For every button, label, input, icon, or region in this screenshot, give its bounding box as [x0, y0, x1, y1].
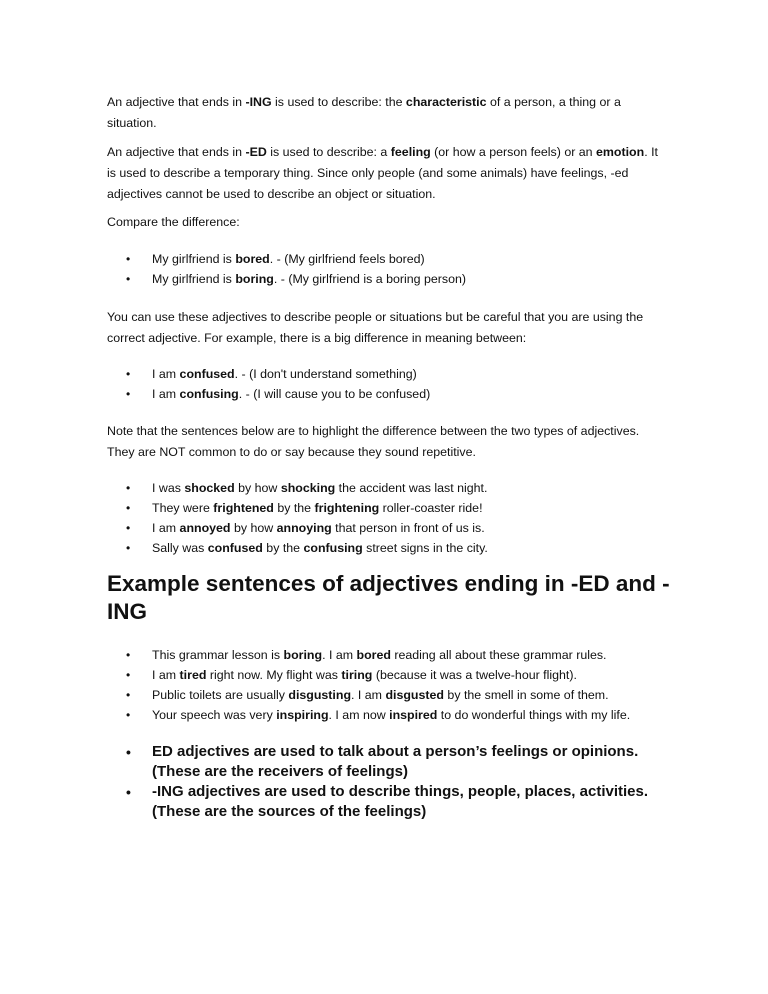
bold-term: boring	[235, 272, 274, 286]
text-run: by how	[230, 521, 277, 535]
paragraph-ed-definition	[107, 142, 667, 205]
list-summary-rules	[107, 742, 667, 822]
paragraph-compare	[107, 212, 667, 233]
list-item	[107, 364, 667, 384]
list-item	[107, 498, 667, 518]
bullet-icon: •	[126, 501, 131, 515]
list-item	[107, 538, 667, 558]
bold-term: -ED	[245, 145, 267, 159]
list-paired-examples	[107, 478, 667, 558]
bold-term: annoying	[276, 521, 332, 535]
text-run: roller-coaster ride!	[379, 501, 483, 515]
text-run: to do wonderful things with my life.	[437, 708, 631, 722]
bold-term: frightened	[213, 501, 274, 515]
text-run: Compare the difference:	[107, 215, 240, 229]
text-run: I am	[152, 668, 180, 682]
bold-term: confused	[207, 541, 263, 555]
bold-term: confusing	[303, 541, 363, 555]
bold-term: annoyed	[179, 521, 231, 535]
text-run: You can use these adjectives to describe people or situations but be careful that you are using the correct adjective. For example, there is a big difference in meaning between:	[107, 310, 644, 345]
text-run: by the	[262, 541, 304, 555]
text-run: An adjective that ends in	[107, 145, 246, 159]
text-run: This grammar lesson is	[152, 648, 284, 662]
bullet-icon: •	[126, 784, 131, 800]
text-run: by the	[273, 501, 315, 515]
bold-term: bored	[356, 648, 391, 662]
paragraph-usage-note	[107, 307, 667, 349]
text-run: Your speech was very	[152, 708, 277, 722]
text-run: My girlfriend is	[152, 252, 236, 266]
text-run: Sally was	[152, 541, 208, 555]
text-run: is used to describe: a	[266, 145, 391, 159]
bullet-icon: •	[126, 367, 131, 381]
text-run: Note that the sentences below are to highlight the difference between the two types of adjectives. They are NOT common to do or say because they sound repetitive.	[107, 424, 640, 459]
text-run: is used to describe: the	[271, 95, 406, 109]
bold-term: tired	[179, 668, 207, 682]
text-run: -ING adjectives are used to describe things, people, places, activities. (These are the sources of the feelings)	[152, 783, 649, 820]
bullet-icon: •	[126, 252, 131, 266]
text-run: They were	[152, 501, 214, 515]
bullet-icon: •	[126, 708, 131, 722]
text-run: by how	[234, 481, 281, 495]
text-run: An adjective that ends in	[107, 95, 246, 109]
text-run: Public toilets are usually	[152, 688, 289, 702]
bold-term: boring	[283, 648, 323, 662]
text-run: street signs in the city.	[362, 541, 488, 555]
bold-term: frightening	[314, 501, 380, 515]
bold-term: confused	[179, 367, 235, 381]
text-run: (or how a person feels) or an	[430, 145, 597, 159]
list-item	[107, 478, 667, 498]
bullet-icon: •	[126, 744, 131, 760]
bullet-icon: •	[126, 688, 131, 702]
list-item	[107, 249, 667, 269]
bold-term: disgusted	[385, 688, 444, 702]
text-run: . I am	[322, 648, 357, 662]
bold-term: emotion	[596, 145, 645, 159]
text-run: that person in front of us is.	[331, 521, 485, 535]
text-run: My girlfriend is	[152, 272, 236, 286]
bold-term: inspired	[389, 708, 438, 722]
text-run: . I am	[351, 688, 386, 702]
bullet-icon: •	[126, 648, 131, 662]
text-run: ED adjectives are used to talk about a person’s feelings or opinions. (These are the receivers of feelings)	[152, 743, 639, 780]
bullet-icon: •	[126, 668, 131, 682]
bold-term: tiring	[341, 668, 373, 682]
bold-term: confusing	[179, 387, 239, 401]
bold-term: characteristic	[405, 95, 487, 109]
list-item	[107, 384, 667, 404]
list-item	[107, 742, 667, 782]
bullet-icon: •	[126, 387, 131, 401]
bullet-icon: •	[126, 272, 131, 286]
text-run: . - (I don't understand something)	[234, 367, 417, 381]
list-item	[107, 645, 667, 665]
text-run: . It is used to describe a temporary thing. Since only people (and some animals) have feelings, -ed adjectives cannot be used to describe an object or situation.	[107, 145, 658, 201]
bold-term: shocking	[280, 481, 336, 495]
section-heading: Example sentences of adjectives ending in -ED and -ING	[107, 571, 670, 624]
paragraph-ing-definition	[107, 92, 667, 134]
list-bored-boring	[107, 249, 667, 289]
list-confused-confusing	[107, 364, 667, 404]
list-item	[107, 705, 667, 725]
text-run: . - (I will cause you to be confused)	[238, 387, 431, 401]
list-item	[107, 269, 667, 289]
text-run: right now. My flight was	[206, 668, 342, 682]
text-run: of a person, a thing or a situation.	[107, 95, 621, 130]
bold-term: inspiring	[276, 708, 329, 722]
list-item	[107, 665, 667, 685]
text-run: by the smell in some of them.	[443, 688, 609, 702]
bullet-icon: •	[126, 521, 131, 535]
bold-term: shocked	[184, 481, 235, 495]
text-run: the accident was last night.	[335, 481, 488, 495]
text-run: . - (My girlfriend feels bored)	[269, 252, 425, 266]
text-run: reading all about these grammar rules.	[390, 648, 607, 662]
list-item	[107, 518, 667, 538]
bullet-icon: •	[126, 481, 131, 495]
text-run: I am	[152, 521, 180, 535]
list-item	[107, 782, 667, 822]
paragraph-repetition-note	[107, 421, 667, 463]
text-run: . I am now	[328, 708, 390, 722]
bold-term: feeling	[390, 145, 431, 159]
list-example-sentences	[107, 645, 667, 725]
bullet-icon: •	[126, 541, 131, 555]
text-run: I am	[152, 387, 180, 401]
text-run: I was	[152, 481, 185, 495]
text-run: I am	[152, 367, 180, 381]
list-item	[107, 685, 667, 705]
bold-term: bored	[235, 252, 270, 266]
text-run: . - (My girlfriend is a boring person)	[273, 272, 466, 286]
text-run: (because it was a twelve-hour flight).	[372, 668, 577, 682]
bold-term: disgusting	[288, 688, 352, 702]
bold-term: -ING	[245, 95, 272, 109]
